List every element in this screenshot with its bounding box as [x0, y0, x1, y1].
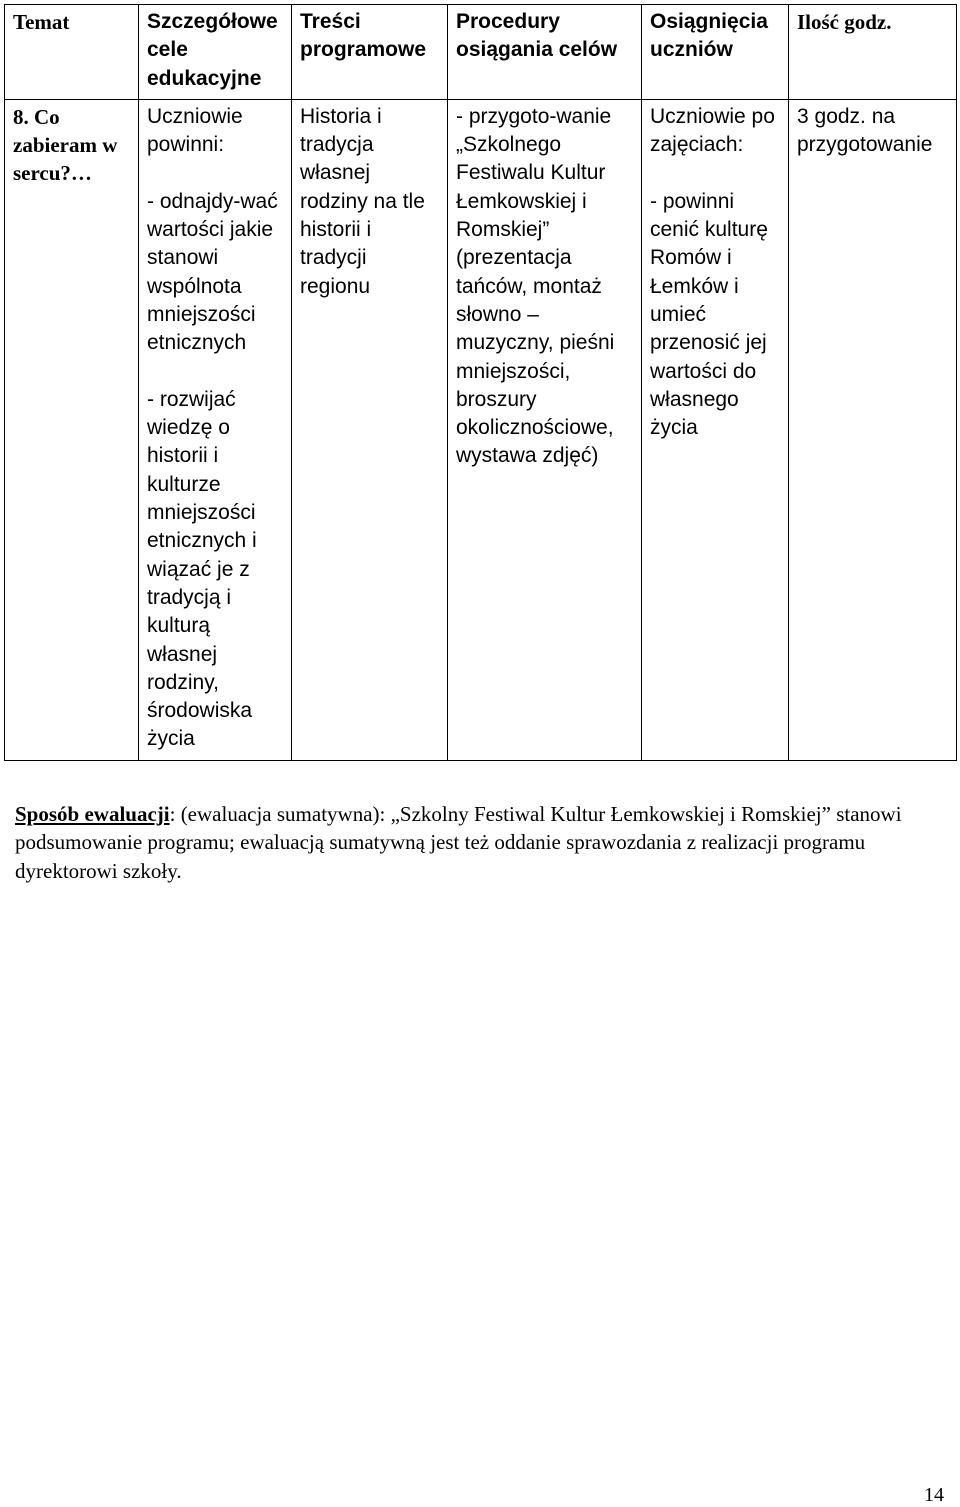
curriculum-table [4, 4, 957, 761]
evaluation-text: : (ewaluacja sumatywna): „Szkolny Festiwal Kultur Łemkowskiej i Romskiej” stanowi podsumowanie programu; ewaluacją sumatywną jest też oddanie sprawozdania z realizacji programu dyrektorowi szkoły. [15, 802, 902, 883]
cele-item-1: - odnajdy-wać wartości jakie stanowi wspólnota mniejszości etnicznych [147, 189, 278, 355]
osiagniecia-intro: Uczniowie po zajęciach: [650, 104, 775, 157]
cell-osiagniecia [642, 99, 789, 760]
cele-item-2: - rozwijać wiedzę o historii i kulturze mniejszości etnicznych i wiązać je z tradycją i kulturą własnej rodziny, środowiska życia [147, 387, 257, 751]
header-temat: Temat [5, 5, 139, 100]
table-header-row [5, 5, 957, 100]
cell-temat: 8. Co zabieram w sercu?… [5, 99, 139, 760]
cell-procedury: - przygoto-wanie „Szkolnego Festiwalu Kultur Łemkowskiej i Romskiej” (prezentacja tańców, montaż słowno – muzyczny, pieśni mniejszości, broszury okolicznościowe, wystawa zdjęć) [448, 99, 642, 760]
cell-cele [139, 99, 292, 760]
header-cele: Szczegółowe cele edukacyjne [139, 5, 292, 100]
evaluation-paragraph [15, 800, 915, 885]
header-ilosc: Ilość godz. [789, 5, 957, 100]
header-tresci: Treści programowe [292, 5, 448, 100]
osiagniecia-item-1: - powinni cenić kulturę Romów i Łemków i umieć przenosić jej wartości do własnego życia [650, 189, 768, 440]
page-number: 14 [924, 1484, 944, 1506]
table-row [5, 99, 957, 760]
evaluation-label: Sposób ewaluacji [15, 802, 170, 826]
header-osiagniecia: Osiągnięcia uczniów [642, 5, 789, 100]
cell-ilosc: 3 godz. na przygotowanie [789, 99, 957, 760]
cell-tresci: Historia i tradycja własnej rodziny na tle historii i tradycji regionu [292, 99, 448, 760]
cele-intro: Uczniowie powinni: [147, 104, 243, 157]
header-procedury: Procedury osiągania celów [448, 5, 642, 100]
